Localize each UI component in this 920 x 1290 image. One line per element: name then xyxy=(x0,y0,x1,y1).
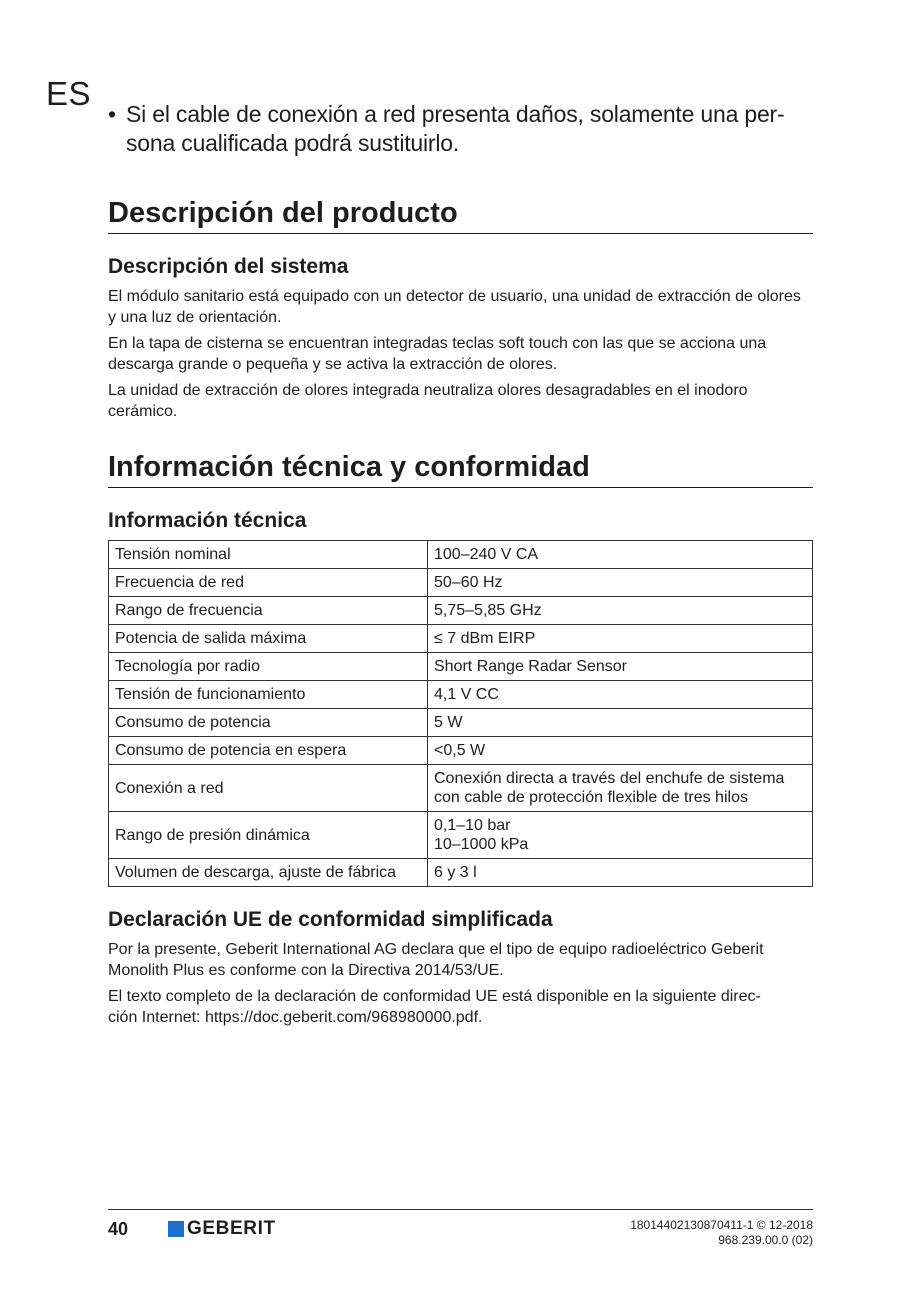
paragraph: La unidad de extracción de olores integrada neutraliza olores desagradables en el inodoro cerámico. xyxy=(108,382,748,420)
table-cell-label: Rango de presión dinámica xyxy=(109,812,428,859)
paragraph-line: Por la presente, Geberit International AG declara que el tipo de equipo radioeléctrico Geberit xyxy=(108,941,764,958)
table-cell-label: Consumo de potencia en espera xyxy=(109,737,428,765)
table-row xyxy=(109,812,813,859)
table-cell-value: 50–60 Hz xyxy=(428,569,813,597)
table-row xyxy=(109,681,813,709)
list-item xyxy=(108,100,813,158)
table-cell-value: 4,1 V CC xyxy=(428,681,813,709)
table-cell-label: Tensión nominal xyxy=(109,541,428,569)
table-cell-label: Conexión a red xyxy=(109,765,428,812)
table-cell-value: 100–240 V CA xyxy=(428,541,813,569)
table-cell-label: Tensión de funcionamiento xyxy=(109,681,428,709)
subsection-title-eu-declaration: Declaración UE de conformidad simplificada xyxy=(108,908,553,931)
subsection-title-technical-info: Información técnica xyxy=(108,509,307,532)
table-cell-label: Volumen de descarga, ajuste de fábrica xyxy=(109,859,428,887)
logo-text: GEBERIT xyxy=(187,1218,276,1239)
paragraph xyxy=(108,986,813,1028)
paragraph: En la tapa de cisterna se encuentran integradas teclas soft touch con las que se acciona una descarga grande o pequeña y se activa la extracción de olores. xyxy=(108,335,767,373)
table-row xyxy=(109,709,813,737)
paragraph xyxy=(108,939,813,981)
page-content xyxy=(108,100,813,1033)
table-cell-label: Frecuencia de red xyxy=(109,569,428,597)
subsection-title-system-description: Descripción del sistema xyxy=(108,255,349,278)
table-cell-label: Rango de frecuencia xyxy=(109,597,428,625)
document-code: 18014402130870411-1 © 12-2018 xyxy=(630,1218,813,1232)
table-cell-label: Consumo de potencia xyxy=(109,709,428,737)
footer-divider xyxy=(108,1209,813,1210)
table-row xyxy=(109,625,813,653)
table-cell-value: Short Range Radar Sensor xyxy=(428,653,813,681)
table-row xyxy=(109,859,813,887)
table-cell-value-line: 10–1000 kPa xyxy=(434,836,529,853)
section-title-technical-info-conformity: Información técnica y conformidad xyxy=(108,450,813,488)
section-title-product-description: Descripción del producto xyxy=(108,196,813,234)
paragraph-line: Monolith Plus es conforme con la Directiva 2014/53/UE. xyxy=(108,962,504,979)
table-cell-value-line: 0,1–10 bar xyxy=(434,817,511,834)
warning-list xyxy=(108,100,813,158)
table-cell-value: 6 y 3 l xyxy=(428,859,813,887)
language-tag: ES xyxy=(46,75,92,112)
table-cell-value: 5 W xyxy=(428,709,813,737)
paragraph-line: ción Internet: https://doc.geberit.com/968980000.pdf. xyxy=(108,1009,483,1026)
table-row xyxy=(109,653,813,681)
table-cell-value-line: Conexión directa a través del enchufe de sistema xyxy=(434,770,785,787)
paragraph: El módulo sanitario está equipado con un detector de usuario, una unidad de extracción de olores y una luz de orientación. xyxy=(108,288,801,326)
bullet-text-line-1: Si el cable de conexión a red presenta daños, solamente una per- xyxy=(126,101,785,127)
table-cell-value xyxy=(428,765,813,812)
table-cell-value: ≤ 7 dBm EIRP xyxy=(428,625,813,653)
paragraph-line: El texto completo de la declaración de conformidad UE está disponible en la siguiente direc- xyxy=(108,988,761,1005)
table-cell-label: Potencia de salida máxima xyxy=(109,625,428,653)
geberit-logo xyxy=(168,1219,276,1239)
table-row xyxy=(109,569,813,597)
table-row xyxy=(109,765,813,812)
table-row xyxy=(109,597,813,625)
table-cell-label: Tecnología por radio xyxy=(109,653,428,681)
table-cell-value: 5,75–5,85 GHz xyxy=(428,597,813,625)
table-row xyxy=(109,541,813,569)
table-row xyxy=(109,737,813,765)
logo-square-icon xyxy=(168,1221,184,1237)
bullet-text-line-2: sona cualificada podrá sustituirlo. xyxy=(126,130,460,156)
page-number: 40 xyxy=(108,1219,129,1239)
document-info xyxy=(630,1218,813,1248)
table-cell-value xyxy=(428,812,813,859)
technical-data-table xyxy=(108,540,813,887)
table-cell-value: <0,5 W xyxy=(428,737,813,765)
table-cell-value-line: con cable de protección flexible de tres hilos xyxy=(434,789,748,806)
document-number: 968.239.00.0 (02) xyxy=(718,1233,813,1247)
bullet-icon: • xyxy=(108,101,116,127)
